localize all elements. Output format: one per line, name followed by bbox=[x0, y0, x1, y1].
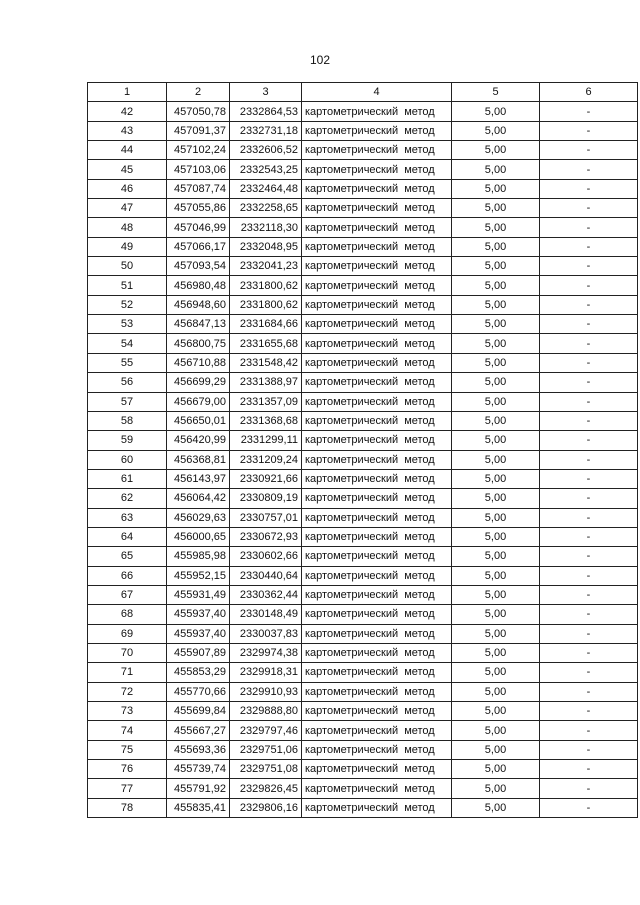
x-coordinate-cell: 455835,41 bbox=[167, 798, 230, 817]
note-cell: - bbox=[540, 160, 638, 179]
note-cell: - bbox=[540, 218, 638, 237]
x-coordinate-cell: 457050,78 bbox=[167, 102, 230, 121]
precision-cell: 5,00 bbox=[452, 257, 540, 276]
point-number-cell: 73 bbox=[88, 702, 167, 721]
precision-cell: 5,00 bbox=[452, 160, 540, 179]
point-number-cell: 75 bbox=[88, 740, 167, 759]
method-cell: картометрический метод bbox=[302, 237, 452, 256]
precision-cell: 5,00 bbox=[452, 663, 540, 682]
method-cell: картометрический метод bbox=[302, 179, 452, 198]
note-cell: - bbox=[540, 508, 638, 527]
precision-cell: 5,00 bbox=[452, 237, 540, 256]
note-cell: - bbox=[540, 740, 638, 759]
method-cell: картометрический метод bbox=[302, 682, 452, 701]
y-coordinate-cell: 2332464,48 bbox=[230, 179, 302, 198]
y-coordinate-cell: 2329797,46 bbox=[230, 721, 302, 740]
y-coordinate-cell: 2332258,65 bbox=[230, 199, 302, 218]
point-number-cell: 61 bbox=[88, 469, 167, 488]
x-coordinate-cell: 457103,06 bbox=[167, 160, 230, 179]
method-cell: картометрический метод bbox=[302, 450, 452, 469]
y-coordinate-cell: 2330148,49 bbox=[230, 605, 302, 624]
y-coordinate-cell: 2330672,93 bbox=[230, 527, 302, 546]
y-coordinate-cell: 2331299,11 bbox=[230, 431, 302, 450]
y-coordinate-cell: 2331548,42 bbox=[230, 353, 302, 372]
method-cell: картометрический метод bbox=[302, 411, 452, 430]
table-row bbox=[88, 721, 638, 740]
method-cell: картометрический метод bbox=[302, 605, 452, 624]
method-cell: картометрический метод bbox=[302, 295, 452, 314]
table-row bbox=[88, 489, 638, 508]
point-number-cell: 42 bbox=[88, 102, 167, 121]
precision-cell: 5,00 bbox=[452, 624, 540, 643]
y-coordinate-cell: 2330037,83 bbox=[230, 624, 302, 643]
header-cell: 6 bbox=[540, 83, 638, 102]
table-row bbox=[88, 431, 638, 450]
note-cell: - bbox=[540, 566, 638, 585]
point-number-cell: 62 bbox=[88, 489, 167, 508]
table-row bbox=[88, 257, 638, 276]
note-cell: - bbox=[540, 605, 638, 624]
method-cell: картометрический метод bbox=[302, 102, 452, 121]
x-coordinate-cell: 457046,99 bbox=[167, 218, 230, 237]
point-number-cell: 66 bbox=[88, 566, 167, 585]
y-coordinate-cell: 2330362,44 bbox=[230, 585, 302, 604]
note-cell: - bbox=[540, 237, 638, 256]
x-coordinate-cell: 455667,27 bbox=[167, 721, 230, 740]
table-row bbox=[88, 373, 638, 392]
method-cell: картометрический метод bbox=[302, 547, 452, 566]
note-cell: - bbox=[540, 760, 638, 779]
y-coordinate-cell: 2330921,66 bbox=[230, 469, 302, 488]
precision-cell: 5,00 bbox=[452, 779, 540, 798]
method-cell: картометрический метод bbox=[302, 353, 452, 372]
point-number-cell: 70 bbox=[88, 643, 167, 662]
precision-cell: 5,00 bbox=[452, 547, 540, 566]
y-coordinate-cell: 2331368,68 bbox=[230, 411, 302, 430]
x-coordinate-cell: 455931,49 bbox=[167, 585, 230, 604]
precision-cell: 5,00 bbox=[452, 199, 540, 218]
precision-cell: 5,00 bbox=[452, 102, 540, 121]
table-row bbox=[88, 102, 638, 121]
method-cell: картометрический метод bbox=[302, 779, 452, 798]
point-number-cell: 52 bbox=[88, 295, 167, 314]
y-coordinate-cell: 2330757,01 bbox=[230, 508, 302, 527]
note-cell: - bbox=[540, 257, 638, 276]
point-number-cell: 46 bbox=[88, 179, 167, 198]
method-cell: картометрический метод bbox=[302, 373, 452, 392]
method-cell: картометрический метод bbox=[302, 585, 452, 604]
point-number-cell: 69 bbox=[88, 624, 167, 643]
table-row bbox=[88, 663, 638, 682]
point-number-cell: 74 bbox=[88, 721, 167, 740]
precision-cell: 5,00 bbox=[452, 605, 540, 624]
precision-cell: 5,00 bbox=[452, 295, 540, 314]
note-cell: - bbox=[540, 392, 638, 411]
table-row bbox=[88, 508, 638, 527]
y-coordinate-cell: 2330809,19 bbox=[230, 489, 302, 508]
point-number-cell: 53 bbox=[88, 315, 167, 334]
point-number-cell: 59 bbox=[88, 431, 167, 450]
y-coordinate-cell: 2331357,09 bbox=[230, 392, 302, 411]
precision-cell: 5,00 bbox=[452, 721, 540, 740]
y-coordinate-cell: 2331800,62 bbox=[230, 295, 302, 314]
point-number-cell: 58 bbox=[88, 411, 167, 430]
method-cell: картометрический метод bbox=[302, 199, 452, 218]
x-coordinate-cell: 455937,40 bbox=[167, 624, 230, 643]
table-row bbox=[88, 624, 638, 643]
y-coordinate-cell: 2332606,52 bbox=[230, 141, 302, 160]
point-number-cell: 77 bbox=[88, 779, 167, 798]
table-row bbox=[88, 469, 638, 488]
precision-cell: 5,00 bbox=[452, 740, 540, 759]
y-coordinate-cell: 2331388,97 bbox=[230, 373, 302, 392]
method-cell: картометрический метод bbox=[302, 392, 452, 411]
x-coordinate-cell: 455952,15 bbox=[167, 566, 230, 585]
x-coordinate-cell: 455907,89 bbox=[167, 643, 230, 662]
note-cell: - bbox=[540, 315, 638, 334]
note-cell: - bbox=[540, 179, 638, 198]
method-cell: картометрический метод bbox=[302, 760, 452, 779]
x-coordinate-cell: 456710,88 bbox=[167, 353, 230, 372]
point-number-cell: 56 bbox=[88, 373, 167, 392]
table-row bbox=[88, 450, 638, 469]
y-coordinate-cell: 2331209,24 bbox=[230, 450, 302, 469]
x-coordinate-cell: 456699,29 bbox=[167, 373, 230, 392]
header-cell: 1 bbox=[88, 83, 167, 102]
method-cell: картометрический метод bbox=[302, 315, 452, 334]
point-number-cell: 76 bbox=[88, 760, 167, 779]
method-cell: картометрический метод bbox=[302, 702, 452, 721]
table-row bbox=[88, 141, 638, 160]
y-coordinate-cell: 2329910,93 bbox=[230, 682, 302, 701]
header-cell: 2 bbox=[167, 83, 230, 102]
x-coordinate-cell: 456064,42 bbox=[167, 489, 230, 508]
y-coordinate-cell: 2329826,45 bbox=[230, 779, 302, 798]
y-coordinate-cell: 2331655,68 bbox=[230, 334, 302, 353]
method-cell: картометрический метод bbox=[302, 643, 452, 662]
note-cell: - bbox=[540, 431, 638, 450]
table-row bbox=[88, 798, 638, 817]
precision-cell: 5,00 bbox=[452, 508, 540, 527]
x-coordinate-cell: 456420,99 bbox=[167, 431, 230, 450]
coordinates-table bbox=[87, 82, 638, 818]
note-cell: - bbox=[540, 527, 638, 546]
note-cell: - bbox=[540, 353, 638, 372]
method-cell: картометрический метод bbox=[302, 508, 452, 527]
table-row bbox=[88, 605, 638, 624]
point-number-cell: 49 bbox=[88, 237, 167, 256]
point-number-cell: 64 bbox=[88, 527, 167, 546]
method-cell: картометрический метод bbox=[302, 489, 452, 508]
note-cell: - bbox=[540, 373, 638, 392]
table-row bbox=[88, 295, 638, 314]
precision-cell: 5,00 bbox=[452, 334, 540, 353]
note-cell: - bbox=[540, 702, 638, 721]
method-cell: картометрический метод bbox=[302, 663, 452, 682]
x-coordinate-cell: 456650,01 bbox=[167, 411, 230, 430]
method-cell: картометрический метод bbox=[302, 121, 452, 140]
table-row bbox=[88, 237, 638, 256]
y-coordinate-cell: 2329751,06 bbox=[230, 740, 302, 759]
table-row bbox=[88, 199, 638, 218]
method-cell: картометрический метод bbox=[302, 566, 452, 585]
y-coordinate-cell: 2330602,66 bbox=[230, 547, 302, 566]
note-cell: - bbox=[540, 547, 638, 566]
y-coordinate-cell: 2329806,16 bbox=[230, 798, 302, 817]
method-cell: картометрический метод bbox=[302, 276, 452, 295]
table-header-row bbox=[88, 83, 638, 102]
table-row bbox=[88, 179, 638, 198]
x-coordinate-cell: 455770,66 bbox=[167, 682, 230, 701]
point-number-cell: 50 bbox=[88, 257, 167, 276]
x-coordinate-cell: 456368,81 bbox=[167, 450, 230, 469]
x-coordinate-cell: 456847,13 bbox=[167, 315, 230, 334]
x-coordinate-cell: 456980,48 bbox=[167, 276, 230, 295]
x-coordinate-cell: 457055,86 bbox=[167, 199, 230, 218]
y-coordinate-cell: 2332118,30 bbox=[230, 218, 302, 237]
x-coordinate-cell: 456800,75 bbox=[167, 334, 230, 353]
point-number-cell: 54 bbox=[88, 334, 167, 353]
x-coordinate-cell: 456948,60 bbox=[167, 295, 230, 314]
y-coordinate-cell: 2332041,23 bbox=[230, 257, 302, 276]
table-row bbox=[88, 643, 638, 662]
precision-cell: 5,00 bbox=[452, 450, 540, 469]
precision-cell: 5,00 bbox=[452, 643, 540, 662]
note-cell: - bbox=[540, 624, 638, 643]
table-row bbox=[88, 566, 638, 585]
y-coordinate-cell: 2332731,18 bbox=[230, 121, 302, 140]
note-cell: - bbox=[540, 682, 638, 701]
point-number-cell: 65 bbox=[88, 547, 167, 566]
precision-cell: 5,00 bbox=[452, 431, 540, 450]
x-coordinate-cell: 457091,37 bbox=[167, 121, 230, 140]
precision-cell: 5,00 bbox=[452, 179, 540, 198]
method-cell: картометрический метод bbox=[302, 469, 452, 488]
x-coordinate-cell: 455853,29 bbox=[167, 663, 230, 682]
x-coordinate-cell: 456000,65 bbox=[167, 527, 230, 546]
y-coordinate-cell: 2329974,38 bbox=[230, 643, 302, 662]
note-cell: - bbox=[540, 798, 638, 817]
table-row bbox=[88, 527, 638, 546]
table-row bbox=[88, 353, 638, 372]
method-cell: картометрический метод bbox=[302, 334, 452, 353]
precision-cell: 5,00 bbox=[452, 218, 540, 237]
x-coordinate-cell: 455791,92 bbox=[167, 779, 230, 798]
method-cell: картометрический метод bbox=[302, 740, 452, 759]
precision-cell: 5,00 bbox=[452, 798, 540, 817]
point-number-cell: 60 bbox=[88, 450, 167, 469]
precision-cell: 5,00 bbox=[452, 489, 540, 508]
point-number-cell: 48 bbox=[88, 218, 167, 237]
x-coordinate-cell: 455937,40 bbox=[167, 605, 230, 624]
y-coordinate-cell: 2330440,64 bbox=[230, 566, 302, 585]
page-number: 102 bbox=[309, 53, 331, 67]
x-coordinate-cell: 457066,17 bbox=[167, 237, 230, 256]
note-cell: - bbox=[540, 141, 638, 160]
table-row bbox=[88, 547, 638, 566]
note-cell: - bbox=[540, 489, 638, 508]
point-number-cell: 78 bbox=[88, 798, 167, 817]
precision-cell: 5,00 bbox=[452, 566, 540, 585]
method-cell: картометрический метод bbox=[302, 624, 452, 643]
y-coordinate-cell: 2329918,31 bbox=[230, 663, 302, 682]
note-cell: - bbox=[540, 585, 638, 604]
x-coordinate-cell: 456029,63 bbox=[167, 508, 230, 527]
method-cell: картометрический метод bbox=[302, 798, 452, 817]
table-row bbox=[88, 392, 638, 411]
note-cell: - bbox=[540, 334, 638, 353]
table-row bbox=[88, 740, 638, 759]
point-number-cell: 57 bbox=[88, 392, 167, 411]
point-number-cell: 51 bbox=[88, 276, 167, 295]
y-coordinate-cell: 2332543,25 bbox=[230, 160, 302, 179]
table-row bbox=[88, 702, 638, 721]
x-coordinate-cell: 455739,74 bbox=[167, 760, 230, 779]
table-row bbox=[88, 121, 638, 140]
precision-cell: 5,00 bbox=[452, 585, 540, 604]
note-cell: - bbox=[540, 102, 638, 121]
precision-cell: 5,00 bbox=[452, 527, 540, 546]
table-row bbox=[88, 411, 638, 430]
note-cell: - bbox=[540, 779, 638, 798]
table-row bbox=[88, 160, 638, 179]
point-number-cell: 67 bbox=[88, 585, 167, 604]
method-cell: картометрический метод bbox=[302, 141, 452, 160]
table-row bbox=[88, 779, 638, 798]
point-number-cell: 47 bbox=[88, 199, 167, 218]
table-row bbox=[88, 760, 638, 779]
y-coordinate-cell: 2331684,66 bbox=[230, 315, 302, 334]
note-cell: - bbox=[540, 199, 638, 218]
precision-cell: 5,00 bbox=[452, 760, 540, 779]
y-coordinate-cell: 2329751,08 bbox=[230, 760, 302, 779]
y-coordinate-cell: 2332048,95 bbox=[230, 237, 302, 256]
point-number-cell: 68 bbox=[88, 605, 167, 624]
note-cell: - bbox=[540, 276, 638, 295]
point-number-cell: 55 bbox=[88, 353, 167, 372]
precision-cell: 5,00 bbox=[452, 702, 540, 721]
x-coordinate-cell: 455985,98 bbox=[167, 547, 230, 566]
note-cell: - bbox=[540, 411, 638, 430]
y-coordinate-cell: 2331800,62 bbox=[230, 276, 302, 295]
x-coordinate-cell: 455699,84 bbox=[167, 702, 230, 721]
note-cell: - bbox=[540, 663, 638, 682]
precision-cell: 5,00 bbox=[452, 392, 540, 411]
method-cell: картометрический метод bbox=[302, 431, 452, 450]
precision-cell: 5,00 bbox=[452, 315, 540, 334]
header-cell: 3 bbox=[230, 83, 302, 102]
note-cell: - bbox=[540, 643, 638, 662]
precision-cell: 5,00 bbox=[452, 373, 540, 392]
table-row bbox=[88, 276, 638, 295]
note-cell: - bbox=[540, 121, 638, 140]
point-number-cell: 45 bbox=[88, 160, 167, 179]
table-row bbox=[88, 315, 638, 334]
point-number-cell: 43 bbox=[88, 121, 167, 140]
note-cell: - bbox=[540, 295, 638, 314]
x-coordinate-cell: 456143,97 bbox=[167, 469, 230, 488]
x-coordinate-cell: 457102,24 bbox=[167, 141, 230, 160]
point-number-cell: 44 bbox=[88, 141, 167, 160]
method-cell: картометрический метод bbox=[302, 257, 452, 276]
y-coordinate-cell: 2329888,80 bbox=[230, 702, 302, 721]
table-row bbox=[88, 218, 638, 237]
method-cell: картометрический метод bbox=[302, 160, 452, 179]
precision-cell: 5,00 bbox=[452, 121, 540, 140]
point-number-cell: 71 bbox=[88, 663, 167, 682]
y-coordinate-cell: 2332864,53 bbox=[230, 102, 302, 121]
point-number-cell: 72 bbox=[88, 682, 167, 701]
precision-cell: 5,00 bbox=[452, 353, 540, 372]
table-row bbox=[88, 682, 638, 701]
precision-cell: 5,00 bbox=[452, 276, 540, 295]
note-cell: - bbox=[540, 469, 638, 488]
x-coordinate-cell: 455693,36 bbox=[167, 740, 230, 759]
method-cell: картометрический метод bbox=[302, 721, 452, 740]
x-coordinate-cell: 456679,00 bbox=[167, 392, 230, 411]
precision-cell: 5,00 bbox=[452, 469, 540, 488]
precision-cell: 5,00 bbox=[452, 411, 540, 430]
x-coordinate-cell: 457093,54 bbox=[167, 257, 230, 276]
header-cell: 4 bbox=[302, 83, 452, 102]
precision-cell: 5,00 bbox=[452, 141, 540, 160]
method-cell: картометрический метод bbox=[302, 527, 452, 546]
header-cell: 5 bbox=[452, 83, 540, 102]
point-number-cell: 63 bbox=[88, 508, 167, 527]
note-cell: - bbox=[540, 721, 638, 740]
method-cell: картометрический метод bbox=[302, 218, 452, 237]
x-coordinate-cell: 457087,74 bbox=[167, 179, 230, 198]
table-row bbox=[88, 585, 638, 604]
table-row bbox=[88, 334, 638, 353]
precision-cell: 5,00 bbox=[452, 682, 540, 701]
note-cell: - bbox=[540, 450, 638, 469]
